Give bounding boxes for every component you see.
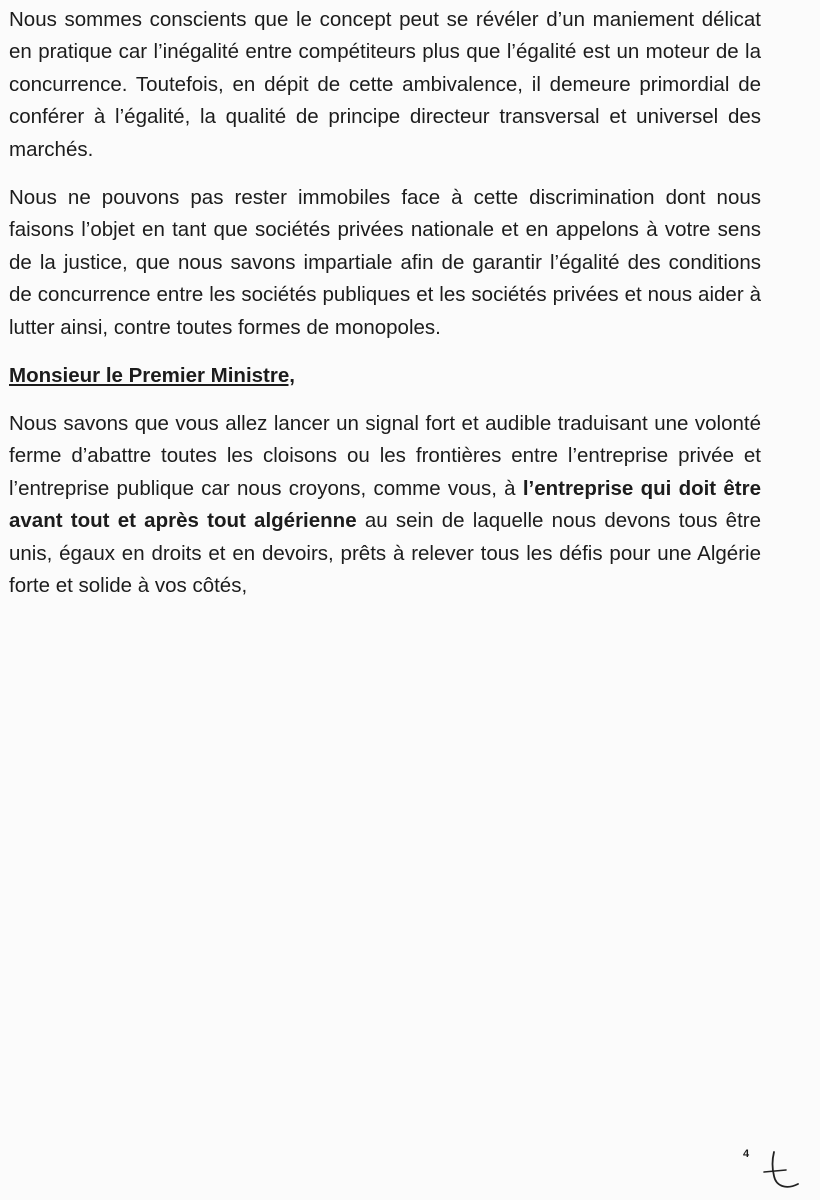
paragraph-text: Nous sommes conscients que le concept peut se révéler d’un maniement délicat en pratique car l’inégalité entre compétiteurs plus que l’égalité est un moteur de la concurrence. Toutefois, en dépit de cette ambivalence, il demeure primordial de conférer à l’égalité, la qualité de principe directeur transversal et universel des marchés. bbox=[9, 8, 761, 161]
paragraph-strong-signal bbox=[9, 408, 761, 602]
signature-mark bbox=[760, 1150, 806, 1194]
salutation-heading: Monsieur le Premier Ministre, bbox=[9, 364, 295, 387]
paragraph-text: Nous ne pouvons pas rester immobiles face à cette discrimination dont nous faisons l’objet en tant que sociétés privées nationale et en appelons à votre sens de la justice, que nous savons impartiale afin de garantir l’égalité des conditions de concurrence entre les sociétés publiques et les sociétés privées et nous aider à lutter ainsi, contre toutes formes de monopoles. bbox=[9, 186, 761, 339]
paragraph-text: au sein de laquelle nous devons tous être unis, égaux en droits et en devoirs, prêts à relever tous les défis pour une Algérie forte et solide à vos côtés, bbox=[9, 509, 762, 598]
paragraph-equality-principle bbox=[9, 4, 761, 166]
emphasized-phrase: l’entreprise qui doit être avant tout et après tout algérienne bbox=[9, 476, 761, 533]
paragraph-text: Nous savons que vous allez lancer un signal fort et audible traduisant une volonté ferme d’abattre toutes les cloisons ou les frontières entre l’entreprise privée et l’entreprise publique car nous croyons, comme vous, à bbox=[9, 412, 761, 500]
paragraph-discrimination bbox=[9, 182, 761, 344]
page-number: 4 bbox=[743, 1148, 750, 1160]
